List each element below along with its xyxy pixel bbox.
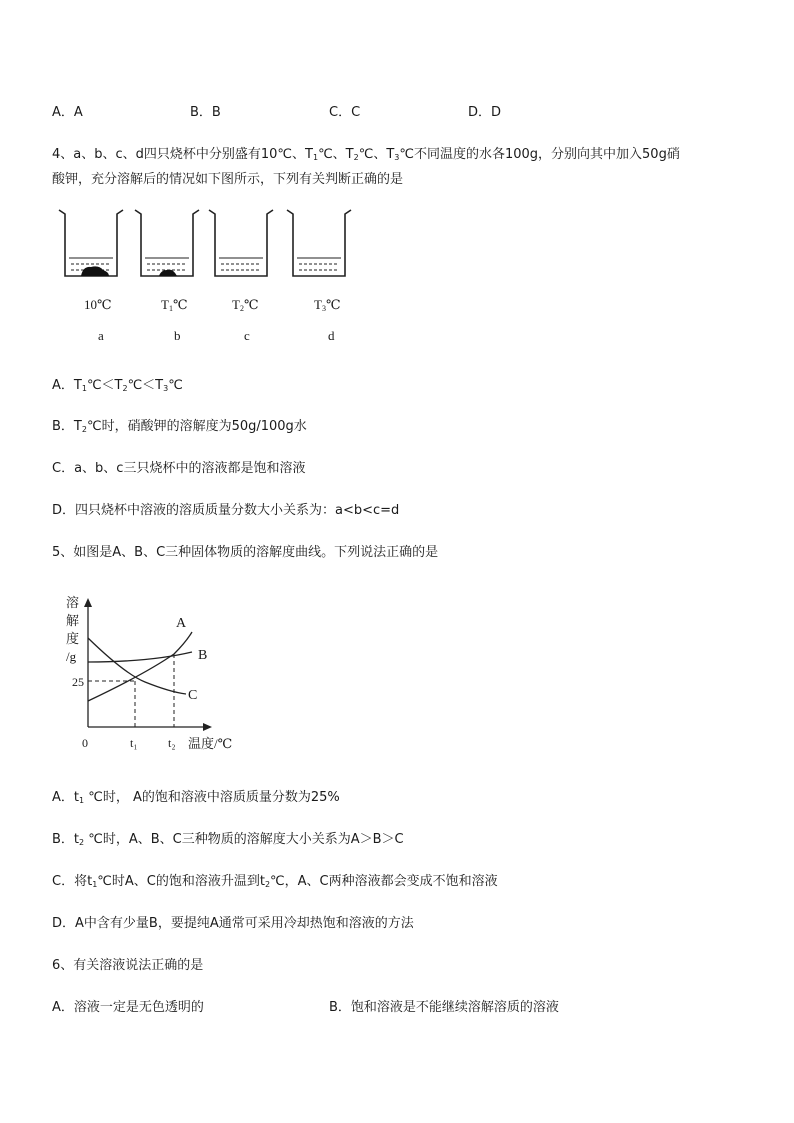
y-label-char-3: 度	[66, 631, 80, 646]
beaker-b-temp: $T_1℃$	[161, 297, 188, 313]
t2-label: t₂	[168, 736, 176, 750]
y-label-char-4: /g	[66, 649, 77, 664]
q4-option-b: B．$T_2℃$时，硝酸钾的溶解度为50g/100g水	[52, 419, 307, 434]
curve-b-label: B	[198, 648, 208, 663]
beaker-b-letter: b	[174, 328, 181, 343]
y-label-char-1: 溶	[66, 595, 80, 610]
y-label-char-2: 解	[66, 613, 80, 628]
undissolved-solid-a	[81, 266, 109, 276]
x-axis-arrow	[203, 723, 212, 731]
beaker-c	[209, 210, 273, 276]
beaker-d	[287, 210, 351, 276]
q5-stem: 5、如图是A、B、C三种固体物质的溶解度曲线。下列说法正确的是	[52, 545, 439, 560]
curve-c	[88, 638, 186, 694]
y-tick-25: 25	[72, 675, 84, 689]
q4-option-d: D．四只烧杯中溶液的溶质质量分数大小关系为：a<b<c=d	[52, 503, 400, 518]
origin-label: 0	[82, 736, 88, 750]
q3-option-a: A．A	[52, 105, 83, 120]
beaker-a	[59, 210, 123, 276]
q3-option-c: C．C	[329, 105, 361, 120]
solubility-graph	[60, 590, 250, 755]
t1-label: t₁	[130, 736, 138, 750]
beaker-d-temp: $T_3℃$	[314, 297, 341, 313]
beaker-c-letter: c	[244, 328, 250, 343]
curve-c-label: C	[188, 688, 198, 703]
q5-option-c: C．将$t_1℃$时A、C的饱和溶液升温到$t_2℃$，A、C两种溶液都会变成不饱和溶液	[52, 874, 498, 889]
beaker-d-letter: d	[328, 328, 335, 343]
beaker-b	[135, 210, 199, 276]
beakers-figure	[55, 208, 375, 288]
q6-option-b: B．饱和溶液是不能继续溶解溶质的溶液	[329, 1000, 559, 1015]
q5-option-a: A．$t_1$ ℃时， A的饱和溶液中溶质质量分数为25%	[52, 790, 340, 805]
q3-option-d: D．D	[468, 105, 502, 120]
q4-option-a: A．$T_1℃<T_2℃<T_3℃$	[52, 378, 183, 393]
beaker-a-letter: a	[98, 328, 104, 343]
q5-option-d: D．A中含有少量B，要提纯A通常可采用冷却热饱和溶液的方法	[52, 916, 414, 931]
y-axis-arrow	[84, 598, 92, 607]
q3-option-b: B．B	[190, 105, 221, 120]
q4-option-c: C．a、b、c三只烧杯中的溶液都是饱和溶液	[52, 461, 306, 476]
beaker-a-temp: 10℃	[84, 297, 112, 312]
undissolved-solid-b	[159, 270, 177, 276]
curve-a-label: A	[176, 616, 187, 631]
q4-stem-line2: 酸钾，充分溶解后的情况如下图所示，下列有关判断正确的是	[52, 172, 404, 187]
q6-stem: 6、有关溶液说法正确的是	[52, 958, 204, 973]
curve-b	[88, 652, 192, 662]
q6-option-a: A．溶液一定是无色透明的	[52, 1000, 204, 1015]
curve-a	[88, 632, 192, 701]
beaker-c-temp: $T_2℃$	[232, 297, 259, 313]
x-axis-label: 温度/℃	[188, 736, 233, 751]
q5-option-b: B．$t_2$ ℃时，A、B、C三种物质的溶解度大小关系为A＞B＞C	[52, 832, 404, 847]
q4-stem-line1: 4、a、b、c、d四只烧杯中分别盛有10℃、$T_1℃$、$T_2℃$、$T_3℃$不同温度的水各100g，分别向其中加入50g硝	[52, 147, 680, 162]
